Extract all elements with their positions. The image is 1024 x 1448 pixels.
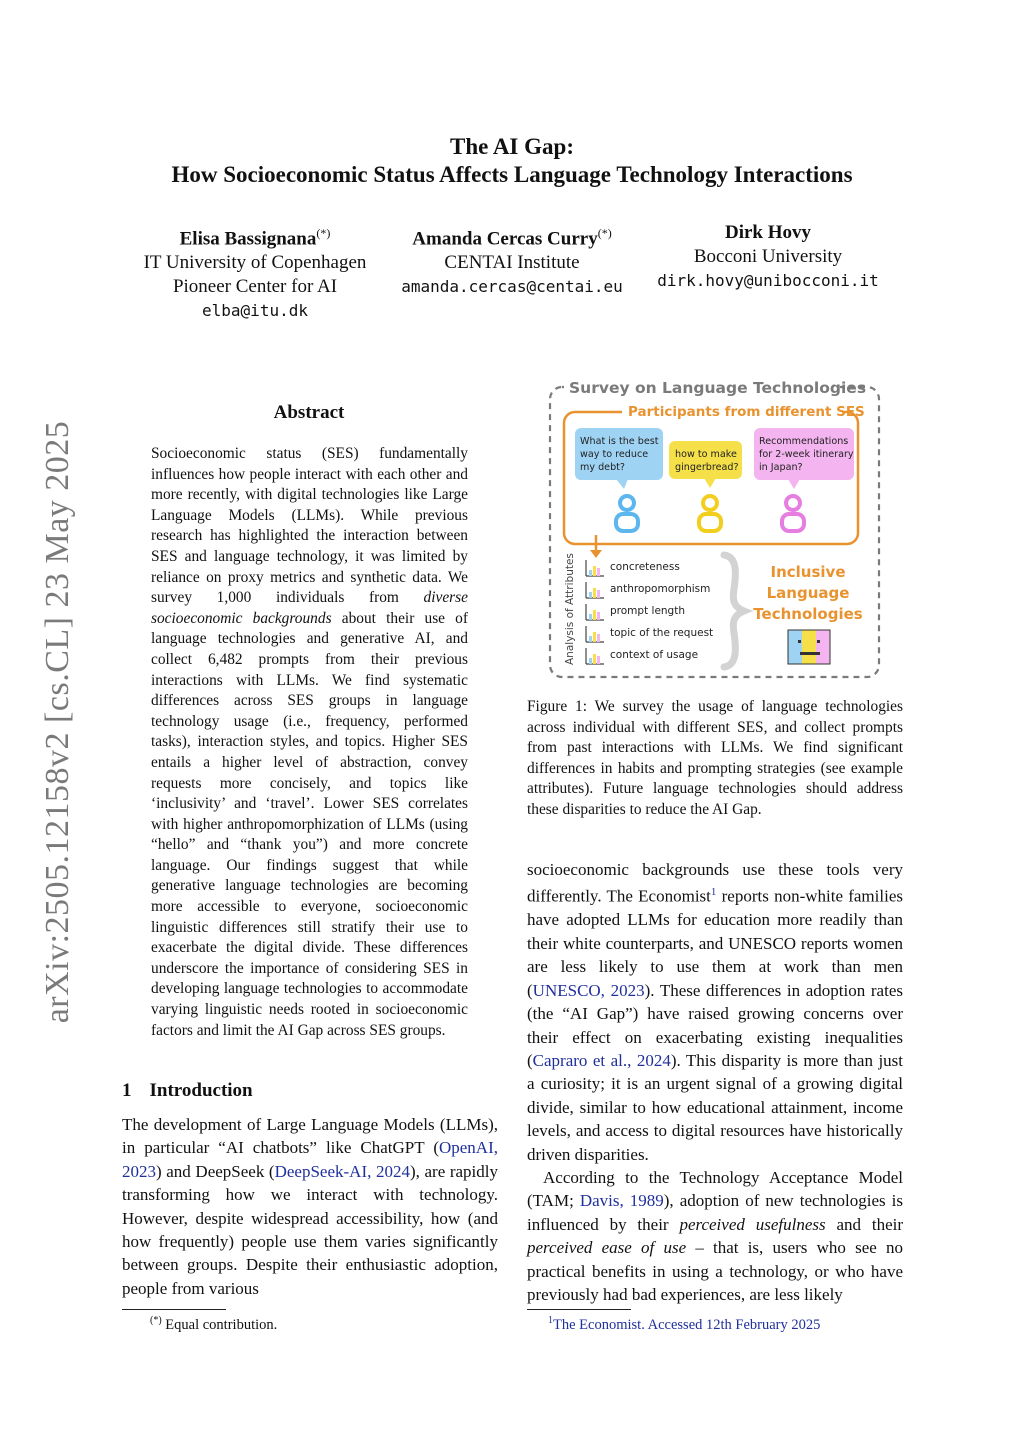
citation-link[interactable]: UNESCO, 2023 [532,980,645,1000]
author-affiliation: Bocconi University [693,246,843,267]
survey-label: Survey on Language Technologies [569,379,867,397]
citation-link[interactable]: DeepSeek-AI, 2024 [274,1161,410,1181]
title-line-2: How Socioeconomic Status Affects Language Technology Interactions [171,162,853,187]
svg-text:concreteness: concreteness [610,561,680,573]
abstract-heading: Abstract [273,402,345,423]
footnote-rule [122,1309,226,1310]
author-block-3 [648,221,888,293]
svg-text:prompt length: prompt length [610,605,685,617]
svg-text:in Japan?: in Japan? [759,462,803,473]
svg-text:my debt?: my debt? [580,462,626,473]
attribute-row [586,560,680,576]
author-email: dirk.hovy@unibocconi.it [657,271,879,290]
citation-link[interactable]: OpenAI, 2023 [122,1138,498,1181]
author-name: Amanda Cercas Curry [412,228,598,250]
bar-chart-icon [586,582,604,598]
inclusive-tech-icon [788,630,830,664]
author-affiliation: IT University of Copenhagen [143,252,367,274]
citation-link[interactable]: Capraro et al., 2024 [532,1050,671,1070]
author-affiliation: Pioneer Center for AI [172,276,338,298]
equal-mark: (*) [597,226,612,240]
svg-text:gingerbread?: gingerbread? [675,462,739,473]
footnote-rule [527,1309,631,1310]
speech-bubble-3 [754,428,854,489]
section-title: Introduction [149,1080,253,1101]
figure-1 [548,375,884,681]
result-line: Technologies [753,605,863,623]
bar-chart-icon [586,604,604,620]
author-name: Elisa Bassignana [179,228,317,250]
footnote-mark[interactable]: 1 [710,886,717,899]
person-icon [616,496,638,531]
section-heading [122,1080,271,1102]
svg-text:anthropomorphism: anthropomorphism [610,583,711,595]
footnote-right[interactable]: $^1$The Economist. Accessed 12th February 2025 [548,1315,821,1333]
arxiv-stamp: arXiv:2505.12158v2 [cs.CL] 23 May 2025 [39,420,76,1024]
svg-text:context of usage: context of usage [610,649,699,661]
speech-bubble-1 [575,428,663,489]
brace-icon [724,555,744,667]
bar-chart-icon [586,648,604,664]
attribute-row [586,582,710,598]
attribute-row [586,604,685,620]
figure-caption: Figure 1: We survey the usage of language technologies across individual with different SES, and collect prompts from past interactions with LLMs. We find significant differences in habits and prompting strategies (see example attributes). Future language technologies should address these disparities to reduce the AI Gap. [527,698,903,818]
abstract-text: Socioeconomic status (SES) fundamentally influences how people interact with each other and more recently, with digital technologies like Large Language Models (LLMs). While previous research has highlighted the interaction between SES and language technology, it was limited by reliance on proxy metrics and synthetic data. We survey 1,000 individuals from diverse socioeconomic backgrounds about their use of language technologies and generative AI, and collect 6,482 prompts from their previous interactions with LLMs. We find systematic differences across SES groups in language technology usage (i.e., frequency, performed tasks), interaction styles, and topics. Higher SES entails a higher level of abstraction, convey requests more concisely, and topics like ‘inclusivity’ and ‘travel’. Lower SES correlates with higher anthropomorphization of LLMs (using “hello” and “thank you”) and more concrete language. Our findings suggest that while generative language technologies are becoming more accessible to everyone, socioeconomic linguistic differences still stratify their use to exacerbate the digital divide. These differences underscore the importance of considering SES in developing language technologies to accommodate varying linguistic needs rooted in socioeconomic factors and limit the AI Gap across SES groups. [151,445,469,1039]
person-icon [782,496,804,531]
attribute-row [586,648,698,664]
svg-text:for 2-week itinerary: for 2-week itinerary [759,449,854,460]
title-line-1: The AI Gap: [450,134,574,159]
attribute-row [586,626,713,642]
author-name: Dirk Hovy [724,222,812,243]
bar-chart-icon [586,560,604,576]
svg-text:Recommendations: Recommendations [759,436,849,447]
author-affiliation: CENTAI Institute [444,252,580,274]
author-email: amanda.cercas@centai.eu [401,277,623,297]
right-column-text: socioeconomic backgrounds use these tools very differently. The Economist$^1$ reports non-white families have adopted LLMs for education more readily than their white counterparts, and UNESCO reports women are less likely to use them at work than men (UNESCO, 2023). These differences in adoption rates (the “AI Gap”) have raised growing concerns over their effect on exacerbating existing inequalities (Capraro et al., 2024). This disparity is more than just a curiosity; it is an urgent signal of a growing digital divide, similar to how educational attainment, income levels, and access to digital resources have historically driven disparities. According to the Technology Acceptance Model (TAM; Davis, 1989), adoption of new technologies is influenced by their perceived usefulness and their perceived ease of use – that is, users who see no practical benefits in using a technology, or who have previously had bad experiences, are less likely [527,860,904,1304]
author-block-2 [392,221,632,299]
section-number: 1 [122,1080,132,1101]
svg-text:What is the best: What is the best [580,436,659,447]
result-line: Language [766,584,850,602]
participants-label: Participants from different SES [628,404,865,420]
bar-chart-icon [586,626,604,642]
person-icon [699,496,721,531]
intro-paragraph: The development of Large Language Models (LLMs), in particular “AI chatbots” like ChatGPT (OpenAI, 2023) and DeepSeek (DeepSeek-AI, 2024), are rapidly transforming how we interact with technology. However, despite widespread accessibility, how (and how frequently) people use them varies significantly between groups. Despite their enthusiastic adoption, people from various [122,1115,498,1298]
author-email: elba@itu.dk [202,301,308,321]
arrow-down-icon [590,535,602,558]
abstract-emphasis: diverse socioeconomic backgrounds [151,589,468,627]
speech-bubble-2 [669,441,742,488]
analysis-side-label: Analysis of Attributes [564,553,576,665]
svg-text:way to reduce: way to reduce [580,449,649,460]
svg-text:how to make: how to make [675,449,737,460]
result-line: Inclusive [770,563,846,581]
equal-mark: (*) [316,226,331,240]
svg-text:topic of the request: topic of the request [610,627,714,639]
footnote-left: (*) Equal contribution. [150,1315,278,1333]
paper-title [0,133,1024,189]
citation-link[interactable]: Davis, 1989 [579,1191,664,1211]
author-block-1 [132,221,378,323]
